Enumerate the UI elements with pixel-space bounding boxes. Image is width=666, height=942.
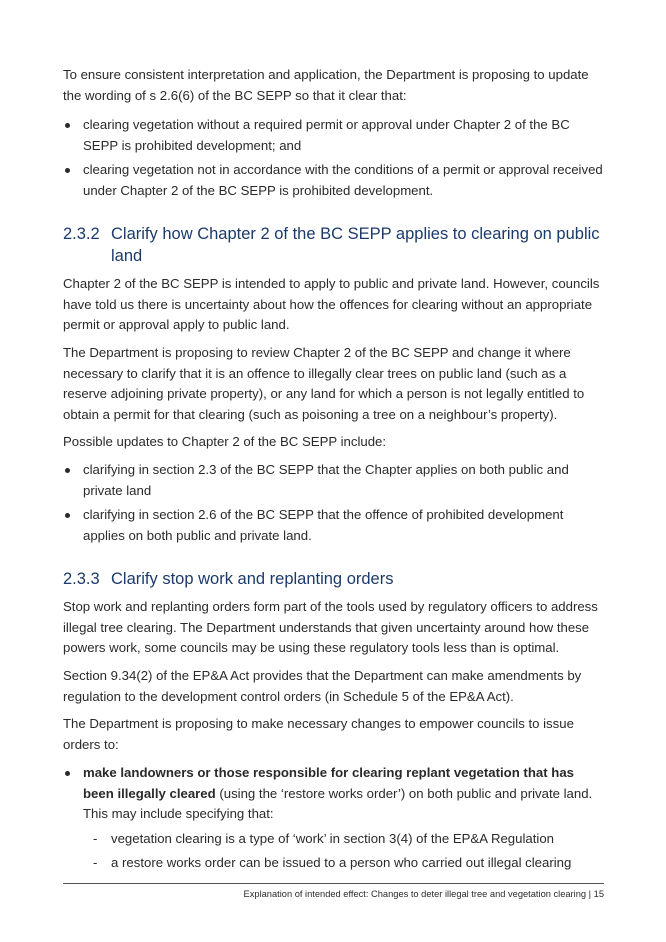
list-item bbox=[63, 763, 605, 874]
page-footer bbox=[244, 889, 604, 899]
footer-separator: | bbox=[586, 889, 594, 899]
s232-paragraph-2: The Department is proposing to review Chapter 2 of the BC SEPP and change it where necessary to clarify that it is an offence to illegally clear trees on public land (such as a reserve adjoining private property), or any land for which a person is not legally entitled to obtain a permit for that clearing (such as poisoning a tree on a neighbour’s property). bbox=[63, 345, 585, 422]
list-item: clearing vegetation not in accordance with the conditions of a permit or approval received under Chapter 2 of the BC SEPP is prohibited development. bbox=[63, 160, 605, 201]
bullet-bold-text: make landowners or those responsible for clearing replant vegetation that has been illegally cleared bbox=[83, 765, 574, 801]
section-number: 2.3.2 bbox=[63, 225, 100, 243]
section-number: 2.3.3 bbox=[63, 570, 100, 588]
intro-bullet-list bbox=[63, 115, 605, 201]
bullet-text-line-2: This may include specifying that: bbox=[83, 806, 274, 821]
section-heading-2-3-3 bbox=[63, 568, 605, 590]
dash-item: - a restore works order can be issued to a person who carried out illegal clearing bbox=[83, 853, 605, 874]
list-item: clarifying in section 2.6 of the BC SEPP that the offence of prohibited development applies on both public and private land. bbox=[63, 505, 605, 546]
footer-divider bbox=[63, 883, 604, 884]
footer-text: Explanation of intended effect: Changes to deter illegal tree and vegetation clearing bbox=[243, 889, 587, 899]
s233-paragraph-2: Section 9.34(2) of the EP&A Act provides that the Department can make amendments by regulation to the development control orders (in Schedule 5 of the EP&A Act). bbox=[63, 668, 582, 704]
s232-paragraph-1: Chapter 2 of the BC SEPP is intended to apply to public and private land. However, councils have told us there is uncertainty about how the offences for clearing without an appropriate permit or approval apply to public land. bbox=[63, 276, 600, 332]
s233-paragraph-3: The Department is proposing to make necessary changes to empower councils to issue orders to: bbox=[63, 716, 574, 752]
list-item: clearing vegetation without a required permit or approval under Chapter 2 of the BC SEPP is prohibited development; and bbox=[63, 115, 605, 156]
section-title: Clarify how Chapter 2 of the BC SEPP applies to clearing on public bbox=[111, 225, 600, 243]
bullet-text: (using the ‘restore works order’) on both public and private land. bbox=[215, 785, 593, 801]
s233-bullet-list bbox=[63, 763, 605, 874]
dash-item: - vegetation clearing is a type of ‘work’ in section 3(4) of the EP&A Regulation bbox=[83, 829, 605, 850]
section-title: Clarify stop work and replanting orders bbox=[111, 570, 394, 588]
section-title-continued: land bbox=[111, 247, 143, 265]
intro-paragraph: To ensure consistent interpretation and application, the Department is proposing to update the wording of s 2.6(6) of the BC SEPP so that it clear that: bbox=[63, 67, 589, 103]
dash-list bbox=[83, 829, 605, 874]
s233-paragraph-1: Stop work and replanting orders form part of the tools used by regulatory officers to address illegal tree clearing. The Department understands that given uncertainty around how these powers work, some councils may be using these regulatory tools less than is optimal. bbox=[63, 599, 598, 655]
section-heading-2-3-2 bbox=[63, 223, 605, 267]
s232-paragraph-3: Possible updates to Chapter 2 of the BC SEPP include: bbox=[63, 434, 387, 449]
list-item: clarifying in section 2.3 of the BC SEPP that the Chapter applies on both public and private land bbox=[63, 460, 605, 501]
page-number: 15 bbox=[593, 889, 604, 899]
s232-bullet-list bbox=[63, 460, 605, 546]
